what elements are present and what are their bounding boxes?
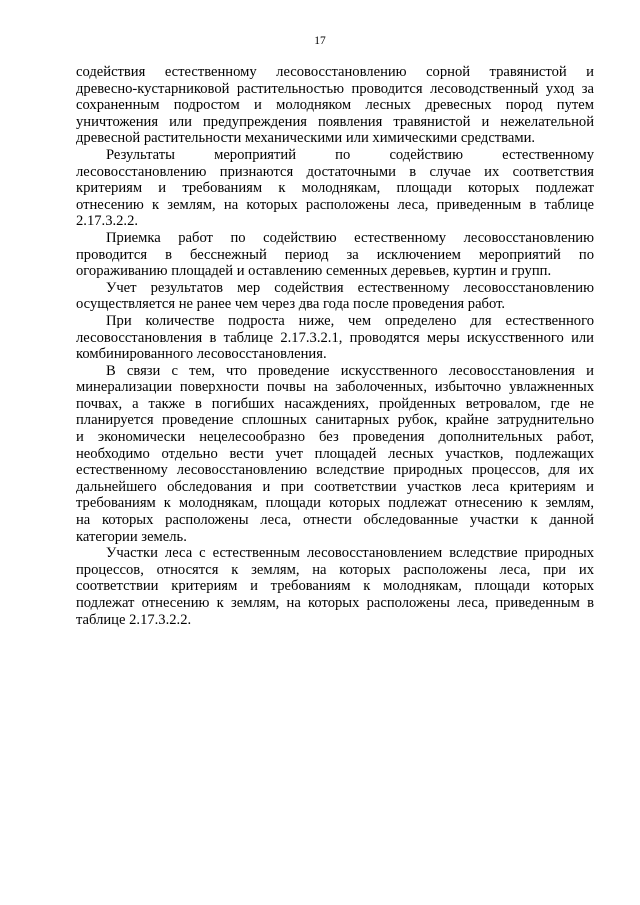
- text-line: критериям и требованиям к молоднякам, площади которых подлежат: [76, 180, 594, 197]
- paragraph: [76, 545, 594, 628]
- text-line: комбинированного лесовосстановления.: [76, 346, 327, 363]
- text-line: требованиям к молоднякам, площади которых подлежат отнесению к землям,: [76, 495, 594, 512]
- paragraph: [76, 147, 594, 230]
- text-line: Результаты мероприятий по содействию естественному: [106, 146, 594, 163]
- text-line: Учет результатов мер содействия естественному лесовосстановлению: [106, 279, 594, 296]
- text-line: отнесению к землям, на которых расположены леса, приведенным в таблице: [76, 196, 594, 213]
- text-line: лесовосстановлению признаются достаточными в случае их соответствия: [76, 163, 594, 180]
- text-line: При количестве подроста ниже, чем определено для естественного: [106, 312, 594, 329]
- text-line: 2.17.3.2.2.: [76, 213, 139, 230]
- paragraph: [76, 64, 594, 147]
- text-line: и экономически нецелесообразно без проведения дополнительных работ,: [76, 429, 594, 446]
- paragraph: [76, 363, 594, 546]
- text-line: подлежат отнесению к землям, на которых расположены леса, приведенным в: [76, 595, 594, 611]
- body-text: [76, 64, 594, 628]
- paragraph: [76, 313, 594, 363]
- text-line: естественному лесовосстановлению вследствие природных процессов, для их: [76, 462, 594, 479]
- text-line: необходимо отдельно вести учет площадей лесных участков, подлежащих: [76, 445, 594, 462]
- text-line: процессов, относятся к землям, на которых расположены леса, при их: [76, 561, 594, 578]
- text-line: дальнейшего обследования и при соответствии участков леса критериям и: [76, 478, 594, 495]
- text-line: соответствии критериям и требованиям к молоднякам, площади которых: [76, 578, 594, 595]
- text-line: сохраненным подростом и молодняком лесных древесных пород путем: [76, 97, 594, 114]
- text-line: минерализации поверхности почвы на заболоченных, избыточно увлажненных: [76, 379, 594, 396]
- paragraph: [76, 280, 594, 313]
- text-line: Участки леса с естественным лесовосстановлением вследствие природных: [106, 545, 594, 562]
- text-line: содействия естественному лесовосстановлению сорной травянистой и: [76, 64, 594, 80]
- text-line: огораживанию площадей и оставлению семенных деревьев, куртин и групп.: [76, 263, 552, 280]
- text-line: почвах, а также в погибших насаждениях, пройденных ветровалом, где не: [76, 395, 594, 412]
- text-line: на которых расположены леса, отнести обследованные участки к данной: [76, 512, 594, 529]
- text-line: древесной растительности механическими или химическими средствами.: [76, 130, 536, 147]
- text-line: осуществляется не ранее чем через два года после проведения работ.: [76, 296, 506, 313]
- text-line: планируется проведение сплошных санитарных рубок, крайне затруднительно: [76, 412, 594, 429]
- text-line: древесно-кустарниковой растительностью проводится лесоводственный уход за: [76, 80, 594, 97]
- text-line: уничтожения или предупреждения появления травянистой и нежелательной: [76, 113, 594, 130]
- text-line: лесовосстановления в таблице 2.17.3.2.1, проводятся меры искусственного или: [76, 329, 594, 346]
- text-line: В связи с тем, что проведение искусственного лесовосстановления и: [106, 362, 594, 379]
- text-line: Приемка работ по содействию естественному лесовосстановлению: [106, 229, 594, 246]
- text-line: проводится в бесснежный период за исключением мероприятий по: [76, 246, 594, 263]
- text-line: таблице 2.17.3.2.2.: [76, 611, 192, 628]
- text-line: категории земель.: [76, 528, 187, 545]
- page-number: 17: [314, 35, 326, 47]
- paragraph: [76, 230, 594, 280]
